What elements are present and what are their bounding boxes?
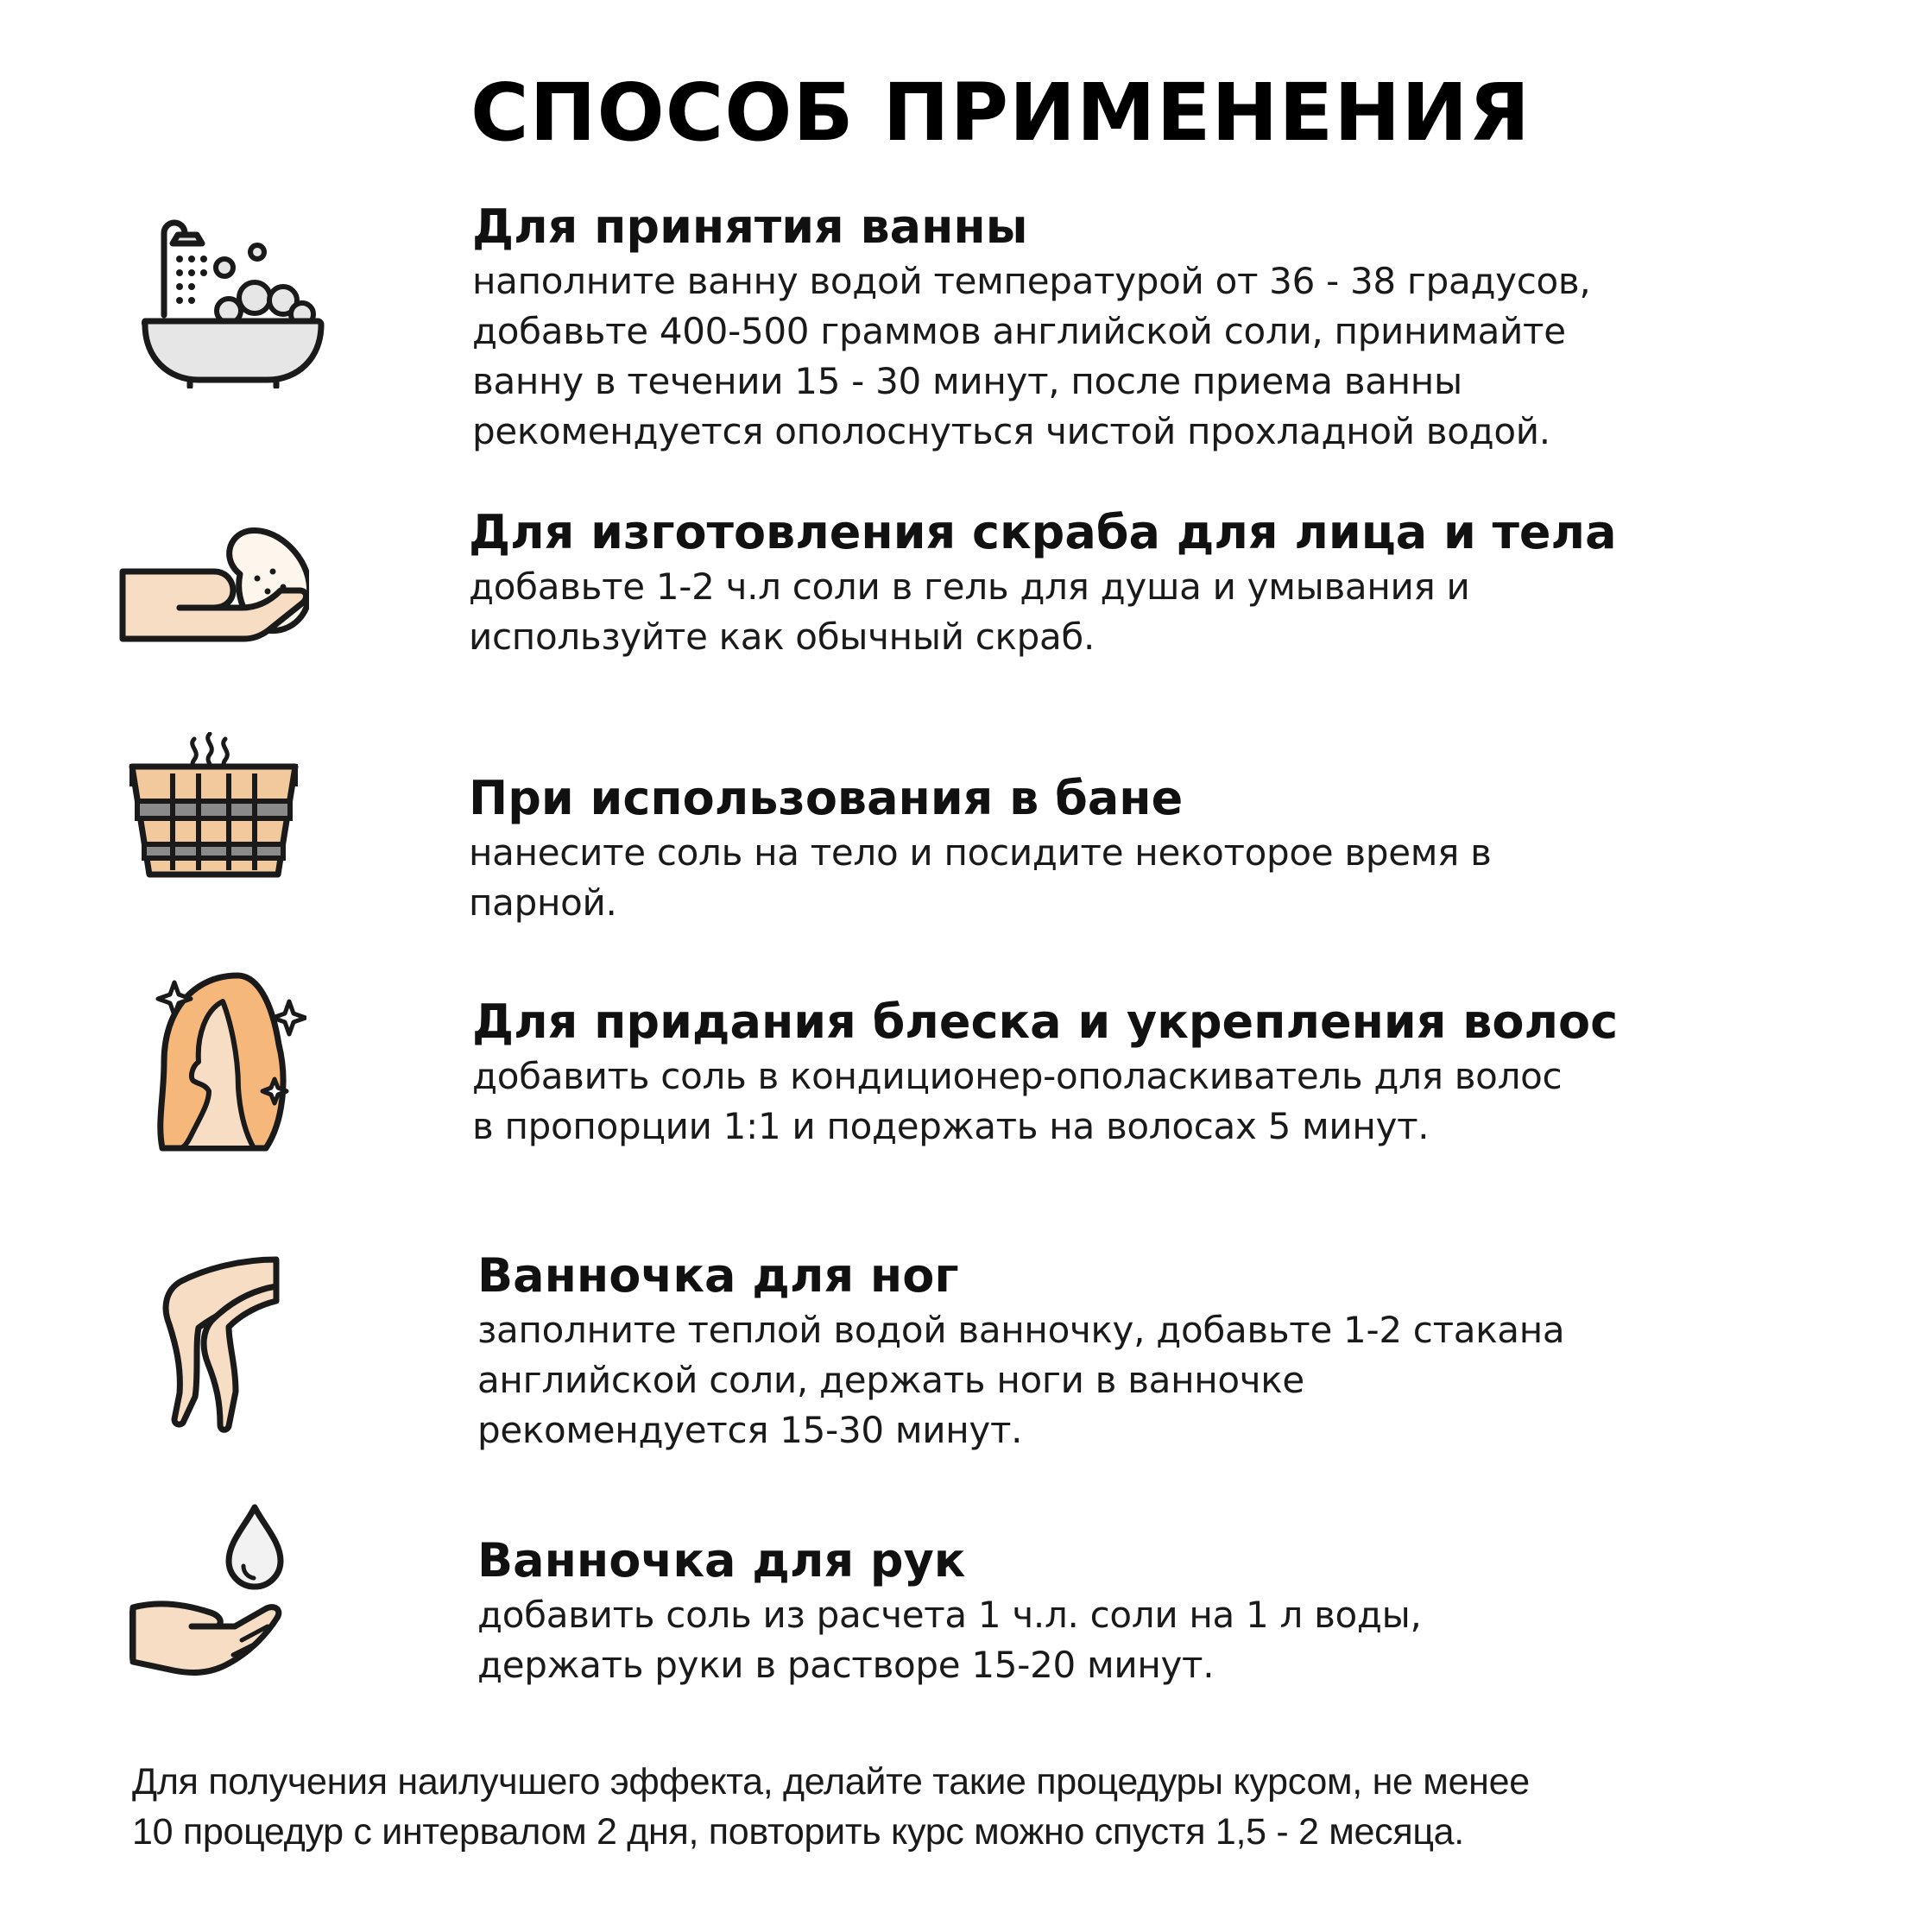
footer-line: Для получения наилучшего эффекта, делайте такие процедуры курсом, не менее bbox=[132, 1761, 1530, 1803]
footer-line: 10 процедур с интервалом 2 дня, повторить курс можно спустя 1,5 - 2 месяца. bbox=[132, 1811, 1464, 1853]
section-text-line: рекомендуется ополоснуться чистой прохладной водой. bbox=[472, 410, 1550, 453]
section-text-line: в пропорции 1:1 и подержать на волосах 5 минут. bbox=[472, 1105, 1430, 1148]
section-text-line: английской соли, держать ноги в ванночке bbox=[477, 1359, 1304, 1402]
section-text-line: ванну в течении 15 - 30 минут, после приема ванны bbox=[472, 360, 1462, 403]
section-text-line: используйте как обычный скраб. bbox=[469, 616, 1095, 659]
section-text-line: рекомендуется 15-30 минут. bbox=[477, 1409, 1023, 1452]
legs-icon bbox=[160, 1256, 285, 1437]
sauna-bucket-icon bbox=[125, 732, 302, 883]
section-heading: Для придания блеска и укрепления волос bbox=[472, 994, 1619, 1049]
section-heading: Ванночка для ног bbox=[477, 1248, 959, 1303]
section-text-line: держать руки в растворе 15-20 минут. bbox=[477, 1644, 1215, 1687]
bathtub-icon bbox=[138, 207, 328, 388]
section-text-line: нанесите соль на тело и посидите некоторое время в bbox=[469, 831, 1492, 874]
section-sauna bbox=[469, 773, 1815, 928]
section-heading: Для изготовления скраба для лица и тела bbox=[469, 505, 1617, 559]
section-text-line: добавьте 1-2 ч.л соли в гель для душа и умывания и bbox=[469, 565, 1470, 609]
section-scrub bbox=[469, 507, 1815, 662]
section-heading: Для принятия ванны bbox=[472, 199, 1028, 254]
section-text-line: наполните ванну водой температурой от 36 - 38 градусов, bbox=[472, 260, 1591, 303]
section-legs bbox=[477, 1250, 1824, 1455]
section-text-line: заполните теплой водой ванночку, добавьте 1-2 стакана bbox=[477, 1309, 1565, 1352]
footer-note bbox=[132, 1757, 1815, 1857]
section-hands bbox=[477, 1535, 1824, 1690]
shiny-hair-icon bbox=[155, 967, 306, 1157]
section-text-line: добавьте 400-500 граммов английской соли, принимайте bbox=[472, 310, 1566, 353]
page-title: СПОСОБ ПРИМЕНЕНИЯ bbox=[470, 66, 1531, 159]
scrub-sponge-hand-icon bbox=[119, 518, 309, 656]
section-text-line: парной. bbox=[469, 881, 617, 925]
section-text-line: добавить соль в кондиционер-ополаскиватель для волос bbox=[472, 1055, 1563, 1098]
section-bath bbox=[472, 201, 1819, 457]
section-text-line: добавить соль из расчета 1 ч.л. соли на 1 л воды, bbox=[477, 1594, 1422, 1637]
section-heading: При использования в бане bbox=[469, 771, 1184, 825]
section-hair bbox=[472, 996, 1819, 1152]
section-heading: Ванночка для рук bbox=[477, 1533, 966, 1588]
hand-water-drop-icon bbox=[129, 1504, 311, 1685]
